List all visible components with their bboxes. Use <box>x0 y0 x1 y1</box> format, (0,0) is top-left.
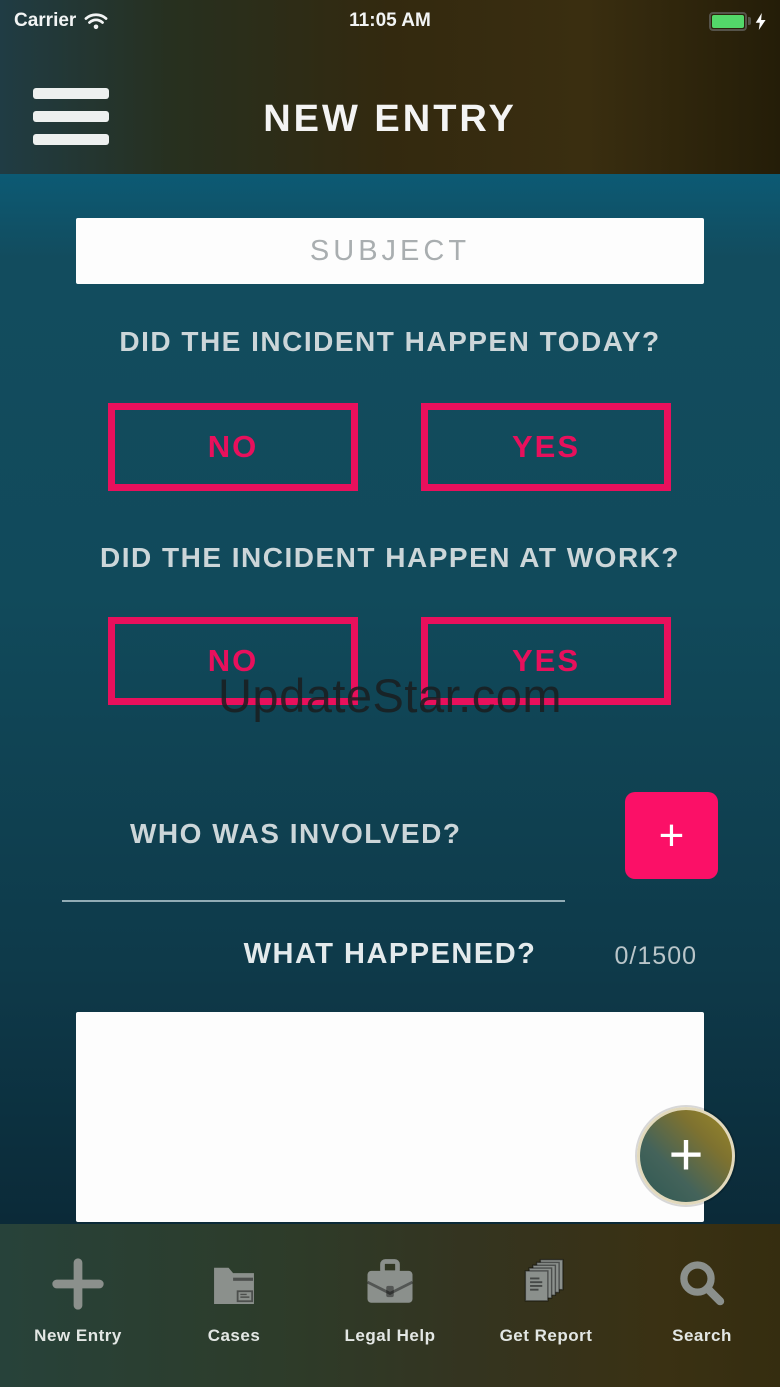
tab-search[interactable] <box>624 1224 780 1387</box>
tab-label: Get Report <box>499 1326 593 1345</box>
fab-add-button[interactable]: + <box>637 1107 735 1205</box>
status-left <box>14 10 108 32</box>
tab-new-entry[interactable] <box>0 1224 156 1387</box>
question-today-label: DID THE INCIDENT HAPPEN TODAY? <box>119 326 661 357</box>
tab-bar <box>0 1224 780 1387</box>
tab-cases[interactable] <box>156 1224 312 1387</box>
today-yes-button[interactable]: YES <box>421 403 671 491</box>
question-work-label: DID THE INCIDENT HAPPEN AT WORK? <box>100 542 680 573</box>
status-bar <box>0 0 780 42</box>
folder-icon <box>205 1246 263 1322</box>
tab-label: Search <box>672 1326 732 1345</box>
work-no-button[interactable]: NO <box>108 617 358 705</box>
tab-label: Legal Help <box>344 1326 436 1345</box>
page-title: NEW ENTRY <box>263 98 517 140</box>
what-happened-textarea[interactable] <box>76 1012 704 1222</box>
wifi-icon <box>84 12 108 30</box>
tab-legal-help[interactable] <box>312 1224 468 1387</box>
status-right <box>709 12 766 31</box>
who-involved-divider <box>62 900 565 902</box>
today-no-button[interactable]: NO <box>108 403 358 491</box>
briefcase-icon <box>360 1246 420 1322</box>
work-yes-button[interactable]: YES <box>421 617 671 705</box>
tab-label: Cases <box>207 1326 261 1345</box>
watermark: UpdateStar.com <box>217 669 562 722</box>
plus-icon <box>47 1246 109 1322</box>
battery-full-charging-icon <box>709 12 751 31</box>
status-time: 11:05 AM <box>349 10 431 31</box>
header <box>0 0 780 174</box>
tab-get-report[interactable] <box>468 1224 624 1387</box>
search-icon <box>673 1246 731 1322</box>
subject-input[interactable] <box>76 218 704 284</box>
char-counter: 0/1500 <box>614 942 697 970</box>
who-involved-label: WHO WAS INVOLVED? <box>130 818 462 849</box>
charging-bolt-icon <box>755 13 766 30</box>
what-happened-label: WHAT HAPPENED? <box>243 938 537 970</box>
add-person-button[interactable]: + <box>625 792 718 879</box>
form-content <box>0 174 780 1224</box>
carrier-label: Carrier <box>14 10 77 31</box>
documents-icon <box>516 1246 576 1322</box>
tab-label: New Entry <box>34 1326 122 1345</box>
